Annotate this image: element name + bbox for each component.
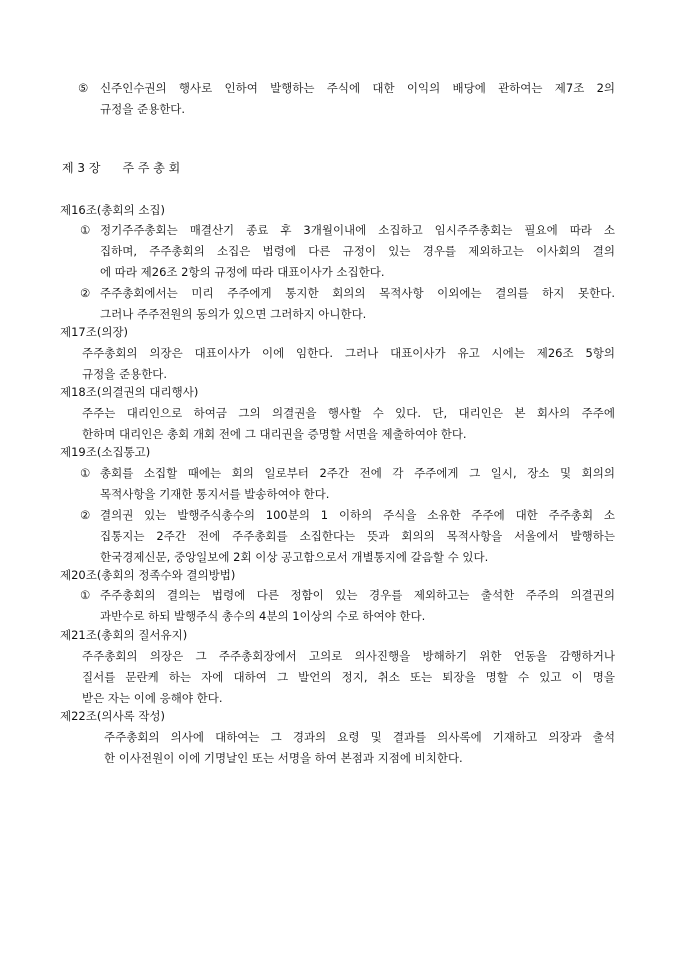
clause-marker: ①	[80, 223, 91, 237]
article-text-line: 질서를 문란케 하는 자에 대하여 그 발언의 정지, 취소 또는 퇴장을 명할 수 있고 이 명을	[82, 670, 615, 684]
clause-text-line: 과반수로 하되 발행주식 총수의 4분의 1이상의 수로 하여야 한다.	[100, 609, 426, 623]
article-text-line: 한하며 대리인은 총회 개회 전에 그 대리권을 증명할 서면을 제출하여야 한다.	[82, 427, 467, 441]
clause-text-line: 규정을 준용한다.	[100, 102, 186, 116]
article-text-line: 받은 자는 이에 응해야 한다.	[82, 691, 223, 705]
clause-text-line: 그러나 주주전원의 동의가 있으면 그러하지 아니한다.	[100, 307, 367, 321]
clause-text-line: 에 따라 제26조 2항의 규정에 따라 대표이사가 소집한다.	[100, 265, 385, 279]
clause-marker: ①	[80, 466, 91, 480]
article-text-line: 주주총회의 의장은 대표이사가 이에 임한다. 그러나 대표이사가 유고 시에는 제26조 5항의	[82, 346, 615, 360]
article-heading: 제19조(소집통고)	[60, 445, 151, 459]
chapter-heading	[62, 160, 180, 176]
article-heading: 제22조(의사록 작성)	[60, 709, 166, 723]
article-text-line: 주주는 대리인으로 하여금 그의 의결권을 행사할 수 있다. 단, 대리인은 본 회사의 주주에	[82, 406, 615, 420]
article-heading: 제18조(의결권의 대리행사)	[60, 385, 199, 399]
article-text-line: 한 이사전원이 이에 기명날인 또는 서명을 하여 본점과 지점에 비치한다.	[104, 751, 463, 765]
article-heading: 제16조(총회의 소집)	[60, 203, 166, 217]
article-heading: 제21조(총회의 질서유지)	[60, 628, 188, 642]
clause-text-line: 목적사항을 기재한 통지서를 발송하여야 한다.	[100, 487, 330, 501]
clause-text-line: 집통지는 2주간 전에 주주총회를 소집한다는 뜻과 회의의 목적사항을 서울에서 발행하는	[100, 529, 615, 543]
clause-marker: ⑤	[78, 81, 89, 95]
clause-marker: ②	[80, 508, 91, 522]
article-text-line: 주주총회의 의사에 대하여는 그 경과의 요령 및 결과를 의사록에 기재하고 의장과 출석	[104, 730, 615, 744]
clause-marker: ①	[80, 588, 91, 602]
clause-text-line: 총회를 소집할 때에는 회의 일로부터 2주간 전에 각 주주에게 그 일시, 장소 및 회의의	[100, 466, 615, 480]
article-heading: 제17조(의장)	[60, 325, 129, 339]
clause-text-line: 한국경제신문, 중앙일보에 2회 이상 공고함으로서 개별통지에 갈음할 수 있다.	[100, 550, 489, 564]
clause-text-line: 결의권 있는 발행주식총수의 100분의 1 이하의 주식을 소유한 주주에 대한 주주총회 소	[100, 508, 615, 522]
clause-marker: ②	[80, 286, 91, 300]
article-heading: 제20조(총회의 정족수와 결의방법)	[60, 568, 236, 582]
clause-text-line: 정기주주총회는 매결산기 종료 후 3개월이내에 소집하고 임시주주총회는 필요에 따라 소	[100, 223, 615, 237]
chapter-number: 제 3 장	[62, 161, 101, 175]
article-text-line: 규정을 준용한다.	[82, 367, 168, 381]
clause-text-line: 주주총회에서는 미리 주주에게 통지한 회의의 목적사항 이외에는 결의를 하지 못한다.	[100, 286, 615, 300]
chapter-title: 주 주 총 회	[122, 161, 181, 175]
clause-text-line: 집하며, 주주총회의 소집은 법령에 다른 규정이 있는 경우를 제외하고는 이사회의 결의	[100, 244, 615, 258]
clause-text-line: 주주총회의 결의는 법령에 다른 정함이 있는 경우를 제외하고는 출석한 주주의 의결권의	[100, 588, 615, 602]
clause-text-line: 신주인수권의 행사로 인하여 발행하는 주식에 대한 이익의 배당에 관하여는 제7조 2의	[100, 81, 615, 95]
article-text-line: 주주총회의 의장은 그 주주총회장에서 고의로 의사진행을 방해하기 위한 언동을 감행하거나	[82, 649, 615, 663]
